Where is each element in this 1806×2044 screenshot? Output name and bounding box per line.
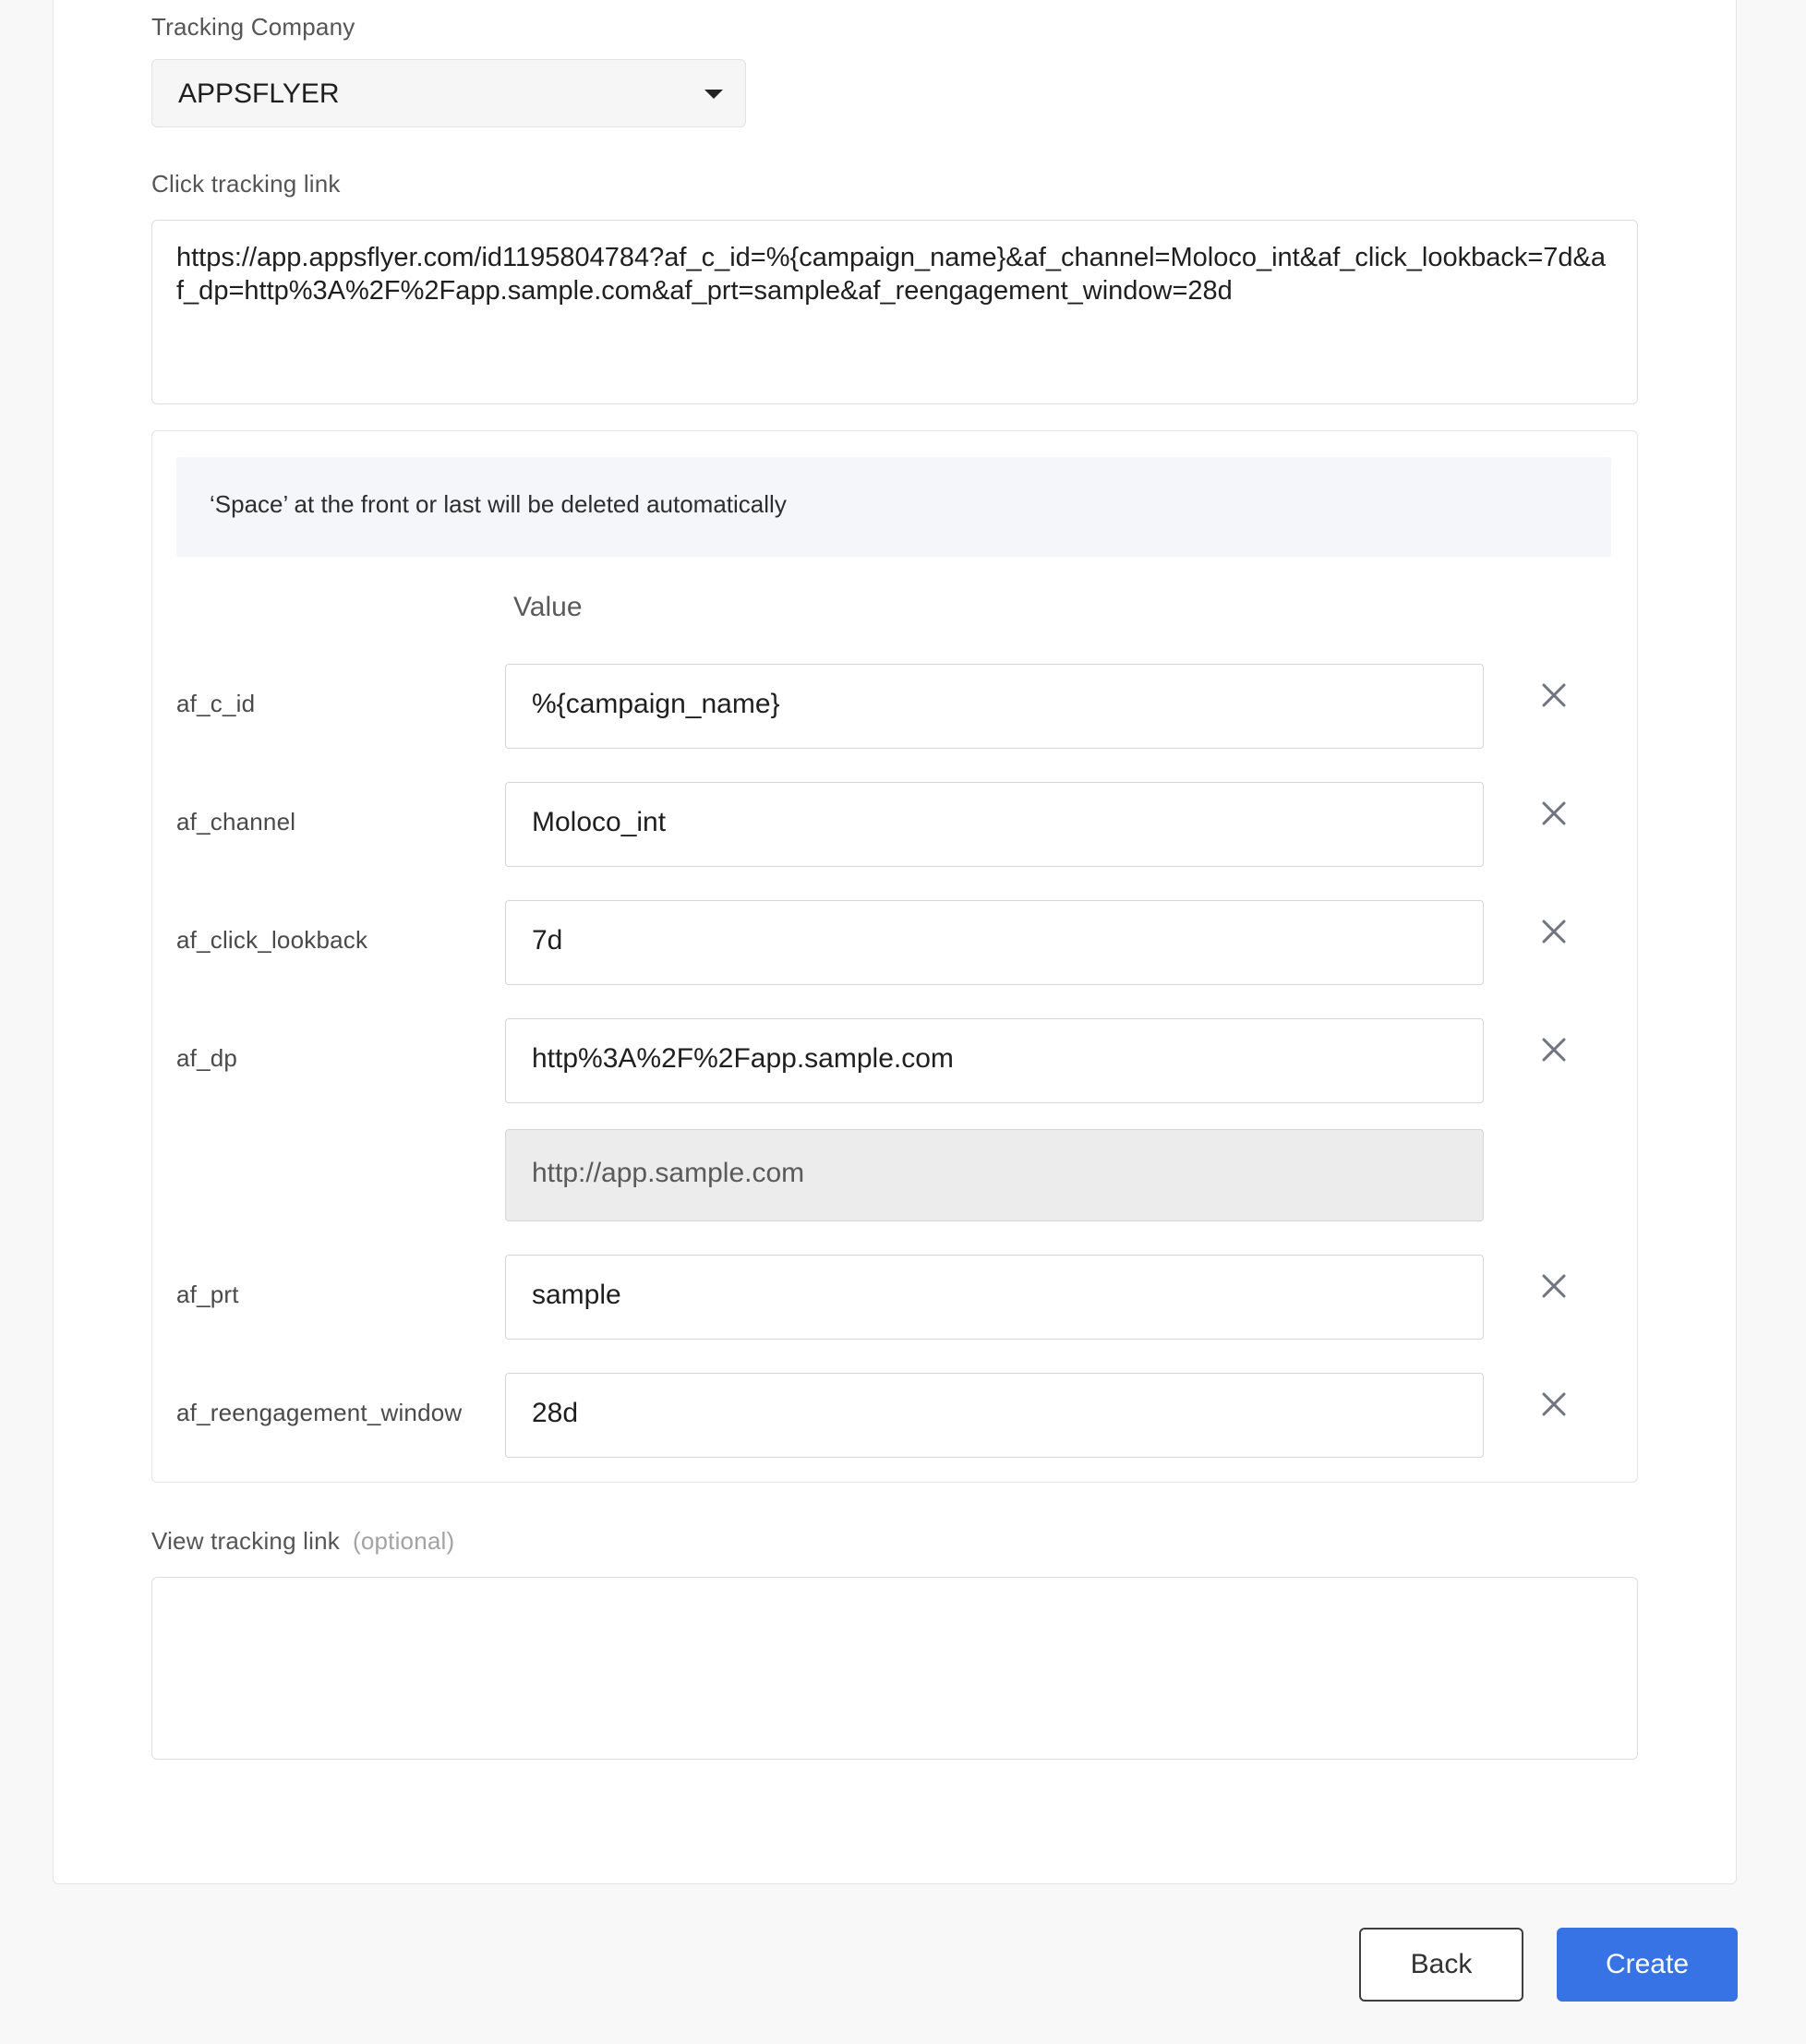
param-row-af-prt — [152, 1255, 1639, 1340]
param-row-af-reengagement-window — [152, 1373, 1639, 1458]
view-tracking-link-label — [151, 1527, 454, 1556]
space-notice-text: ‘Space’ at the front or last will be deleted automatically — [210, 490, 787, 518]
param-value-input[interactable]: %{campaign_name} — [505, 664, 1484, 749]
param-key: af_channel — [176, 808, 296, 836]
close-icon[interactable] — [1537, 915, 1571, 948]
tracking-company-value: APPSFLYER — [178, 78, 340, 109]
param-key: af_click_lookback — [176, 926, 368, 954]
space-notice — [176, 457, 1611, 557]
tracking-company-label: Tracking Company — [151, 13, 355, 41]
optional-hint: (optional) — [352, 1527, 455, 1555]
param-row-af-c-id — [152, 664, 1639, 749]
close-icon[interactable] — [1537, 679, 1571, 712]
param-value-input[interactable]: 7d — [505, 900, 1484, 985]
close-icon[interactable] — [1537, 797, 1571, 830]
close-icon[interactable] — [1537, 1388, 1571, 1421]
param-key: af_prt — [176, 1281, 239, 1308]
view-tracking-link-label-text: View tracking link — [151, 1527, 340, 1555]
param-key: af_dp — [176, 1044, 238, 1072]
value-column-header: Value — [513, 592, 583, 622]
create-button[interactable]: Create — [1557, 1928, 1738, 2002]
params-panel — [151, 430, 1638, 1483]
param-row-af-dp — [152, 1018, 1639, 1103]
param-row-af-click-lookback — [152, 900, 1639, 985]
tracking-company-select[interactable] — [151, 59, 746, 127]
back-button[interactable]: Back — [1359, 1928, 1523, 2002]
param-value-input[interactable]: 28d — [505, 1373, 1484, 1458]
decoded-url-preview: http://app.sample.com — [505, 1129, 1484, 1221]
view-tracking-link-input[interactable] — [151, 1577, 1638, 1760]
param-key: af_c_id — [176, 690, 256, 717]
click-tracking-link-input[interactable]: https://app.appsflyer.com/id1195804784?af_c_id=%{campaign_name}&af_channel=Moloco_int&af_click_lookback=7d&af_dp=http%3A%2F%2Fapp.sample.com&af_prt=sample&af_reengagement_window=28d — [151, 220, 1638, 404]
param-value-input[interactable]: http%3A%2F%2Fapp.sample.com — [505, 1018, 1484, 1103]
param-value-input[interactable]: sample — [505, 1255, 1484, 1340]
close-icon[interactable] — [1537, 1269, 1571, 1303]
param-value-input[interactable]: Moloco_int — [505, 782, 1484, 867]
click-tracking-link-label: Click tracking link — [151, 170, 341, 198]
param-key: af_reengagement_window — [176, 1399, 463, 1426]
close-icon[interactable] — [1537, 1033, 1571, 1066]
form-card — [53, 0, 1737, 1884]
param-row-af-channel — [152, 782, 1639, 867]
caret-down-icon — [704, 90, 723, 99]
